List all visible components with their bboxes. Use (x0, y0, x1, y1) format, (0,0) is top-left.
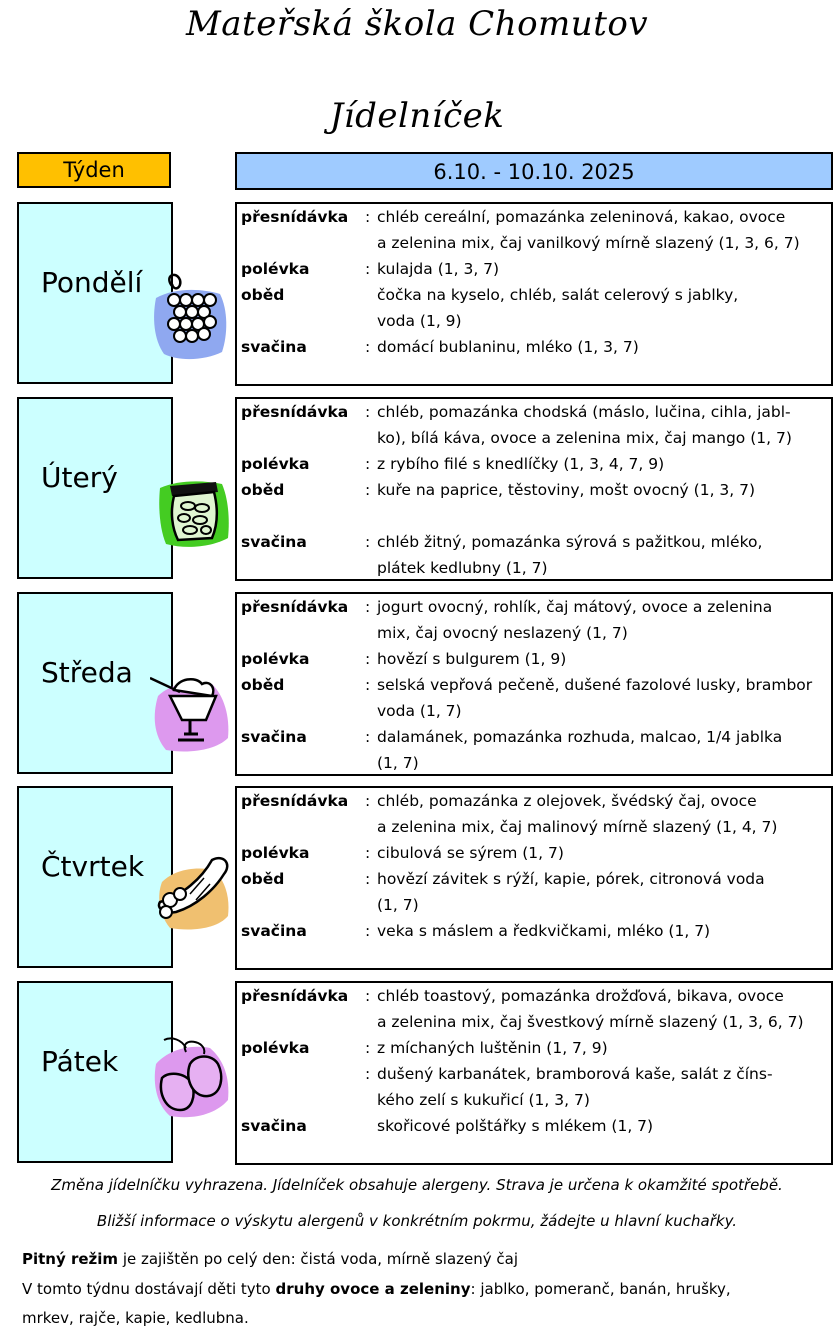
meals-box (235, 202, 833, 386)
meal-text: cibulová se sýrem (1, 7) (377, 844, 564, 862)
meal-colon: : (365, 870, 371, 888)
meal-label: svačina (241, 728, 307, 746)
meal-label: přesnídávka (241, 987, 349, 1005)
meal-label: svačina (241, 533, 307, 551)
meal-colon: : (365, 338, 371, 356)
sundae-icon (150, 672, 232, 758)
meal-label: svačina (241, 922, 307, 940)
meal-label: polévka (241, 844, 310, 862)
day-name: Čtvrtek (41, 850, 145, 883)
meal-text: voda (1, 7) (377, 702, 462, 720)
meal-label: svačina (241, 1117, 307, 1135)
meal-text: selská vepřová pečeně, dušené fazolové lusky, brambor (377, 676, 813, 694)
meal-text: (1, 7) (377, 754, 419, 772)
meal-label: polévka (241, 1039, 310, 1057)
meal-colon: : (365, 533, 371, 551)
meal-colon: : (365, 260, 371, 278)
meal-label: polévka (241, 650, 310, 668)
meal-text: hovězí s bulgurem (1, 9) (377, 650, 567, 668)
grapes-icon (150, 270, 230, 366)
meal-text: z rybího filé s knedlíčky (1, 3, 4, 7, 9) (377, 455, 665, 473)
meal-colon: : (365, 650, 371, 668)
meal-label: přesnídávka (241, 792, 349, 810)
meal-text: chléb toastový, pomazánka drožďová, bikava, ovoce (377, 987, 784, 1005)
week-dates: 6.10. - 10.10. 2025 (235, 152, 833, 190)
allergen-info: Bližší informace o výskytu alergenů v konkrétním pokrmu, žádejte u hlavní kuchařky. (96, 1212, 738, 1230)
meal-colon: : (365, 987, 371, 1005)
meal-text: chléb žitný, pomazánka sýrová s pažitkou, mléko, (377, 533, 763, 551)
meal-colon: : (365, 403, 371, 421)
meal-text: ko), bílá káva, ovoce a zelenina mix, čaj mango (1, 7) (377, 429, 792, 447)
meal-label: přesnídávka (241, 208, 349, 226)
meal-colon: : (365, 481, 371, 499)
meal-label: polévka (241, 260, 310, 278)
meal-text: z míchaných luštěnin (1, 7, 9) (377, 1039, 608, 1057)
meal-text: dušený karbanátek, bramborová kaše, salát z číns- (377, 1065, 773, 1083)
meal-text: kuře na paprice, těstoviny, mošt ovocný (1, 3, 7) (377, 481, 756, 499)
meal-colon: : (365, 1039, 371, 1057)
meals-box (235, 592, 833, 776)
meal-label: přesnídávka (241, 598, 349, 616)
fruit-info-pre: V tomto týdnu dostávají děti tyto (22, 1280, 276, 1298)
meal-label: oběd (241, 676, 285, 694)
meal-colon: : (365, 728, 371, 746)
meal-label: svačina (241, 338, 307, 356)
meal-colon: : (365, 598, 371, 616)
drink-regime-label: Pitný režim (22, 1250, 119, 1268)
meal-colon: : (365, 844, 371, 862)
meal-label: oběd (241, 286, 285, 304)
meal-text: veka s máslem a ředkvičkami, mléko (1, 7) (377, 922, 711, 940)
meal-text: a zelenina mix, čaj vanilkový mírně slazený (1, 3, 6, 7) (377, 234, 800, 252)
page-title: Jídelníček (329, 96, 505, 136)
meal-text: chléb, pomazánka chodská (máslo, lučina, cihla, jabl- (377, 403, 791, 421)
meal-text: kulajda (1, 3, 7) (377, 260, 500, 278)
cornucopia-icon (152, 854, 232, 934)
meal-colon: : (365, 922, 371, 940)
meal-colon: : (365, 208, 371, 226)
meal-text: voda (1, 9) (377, 312, 462, 330)
meals-box (235, 786, 833, 970)
meal-text: kého zelí s kukuřicí (1, 3, 7) (377, 1091, 590, 1109)
meal-text: chléb cereální, pomazánka zeleninová, kakao, ovoce (377, 208, 786, 226)
school-name: Mateřská škola Chomutov (185, 4, 649, 44)
fruit-info-post: : jablko, pomeranč, banán, hrušky, (470, 1280, 731, 1298)
day-box (17, 397, 173, 579)
meal-colon: : (365, 792, 371, 810)
meal-label: polévka (241, 455, 310, 473)
day-name: Pátek (41, 1045, 119, 1078)
meal-text: (1, 7) (377, 896, 419, 914)
meal-text: chléb, pomazánka z olejovek, švédský čaj, ovoce (377, 792, 757, 810)
meals-box (235, 397, 833, 581)
meal-text: a zelenina mix, čaj malinový mírně slazený (1, 4, 7) (377, 818, 778, 836)
fruit-info (22, 1280, 731, 1298)
fruit-info-line2: mrkev, rajče, kapie, kedlubna. (22, 1309, 249, 1327)
pickle-jar-icon (156, 478, 232, 554)
meal-colon: : (365, 1065, 371, 1083)
meal-text: jogurt ovocný, rohlík, čaj mátový, ovoce a zelenina (377, 598, 773, 616)
meal-text: a zelenina mix, čaj švestkový mírně slazený (1, 3, 6, 7) (377, 1013, 804, 1031)
day-box (17, 786, 173, 968)
meals-box (235, 981, 833, 1165)
meal-text: hovězí závitek s rýží, kapie, pórek, citronová voda (377, 870, 765, 888)
meal-text: plátek kedlubny (1, 7) (377, 559, 548, 577)
meal-colon: : (365, 676, 371, 694)
meal-colon: : (365, 455, 371, 473)
drink-regime (22, 1250, 518, 1268)
meal-label: oběd (241, 870, 285, 888)
meal-label: oběd (241, 481, 285, 499)
change-notice: Změna jídelníčku vyhrazena. Jídelníček obsahuje alergeny. Strava je určena k okamžité spotřebě. (51, 1176, 783, 1194)
meal-text: skořicové polštářky s mlékem (1, 7) (377, 1117, 654, 1135)
apples-icon (150, 1034, 232, 1124)
day-name: Středa (41, 656, 133, 689)
meal-text: dalamánek, pomazánka rozhuda, malcao, 1/4 jablka (377, 728, 783, 746)
meal-label: přesnídávka (241, 403, 349, 421)
meal-text: domácí bublaninu, mléko (1, 3, 7) (377, 338, 639, 356)
meal-text: čočka na kyselo, chléb, salát celerový s jablky, (377, 286, 739, 304)
fruit-info-label: druhy ovoce a zeleniny (275, 1280, 471, 1298)
meal-text: mix, čaj ovocný neslazený (1, 7) (377, 624, 628, 642)
drink-regime-text: je zajištěn po celý den: čistá voda, mírně slazený čaj (118, 1250, 519, 1268)
day-name: Úterý (41, 461, 118, 494)
day-name: Pondělí (41, 266, 143, 299)
week-label: Týden (17, 152, 171, 188)
